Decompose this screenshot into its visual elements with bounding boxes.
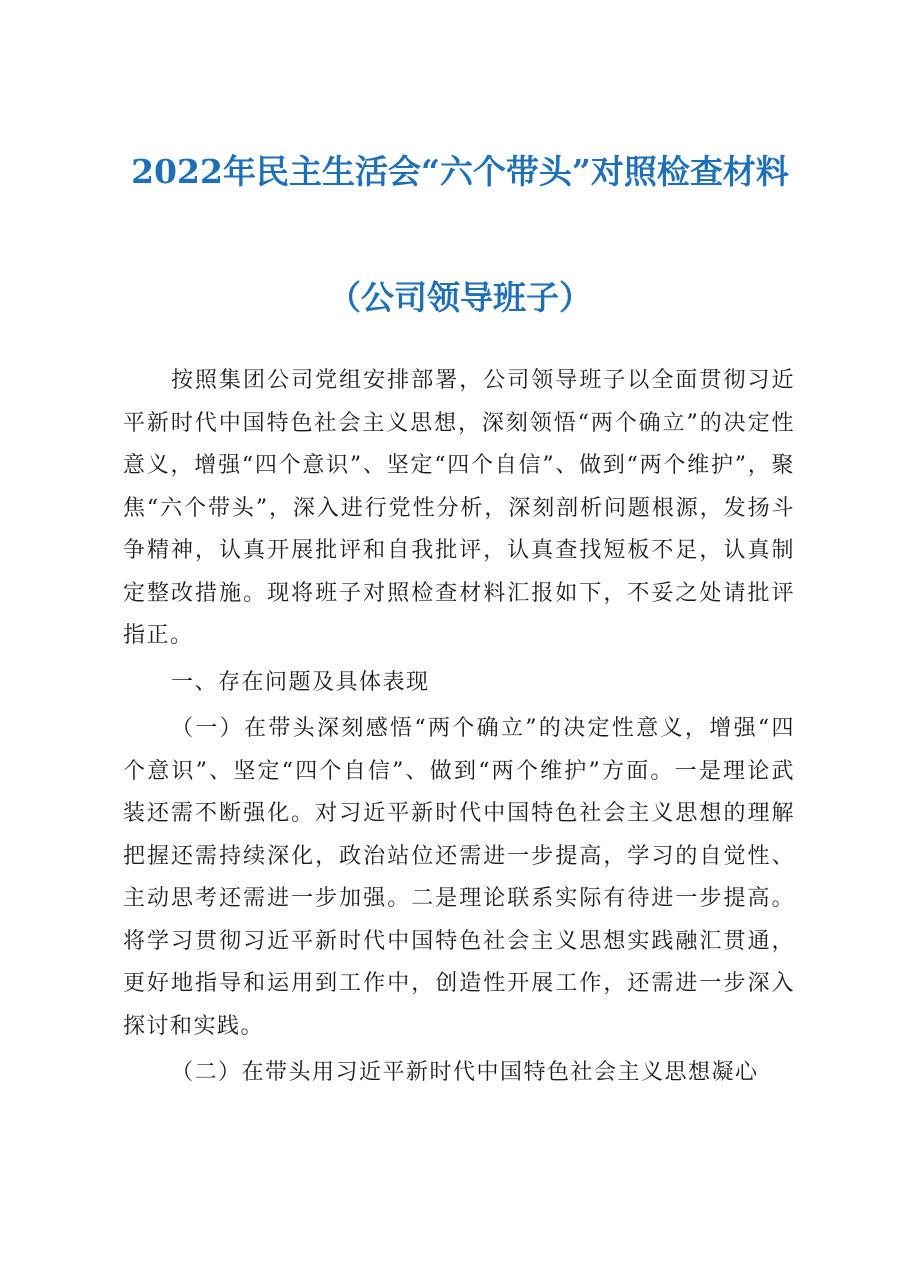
document-body	[123, 360, 795, 1095]
document-subtitle: （公司领导班子）	[328, 278, 592, 317]
body-paragraph: （一）在带头深刻感悟“两个确立”的决定性意义，增强“四个意识”、坚定“四个自信”、做到“两个维护”方面。一是理论武装还需不断强化。对习近平新时代中国特色社会主义思想的理解把握还需持续深化，政治站位还需进一步提高，学习的自觉性、主动思考还需进一步加强。二是理论联系实际有待进一步提高。将学习贯彻习近平新时代中国特色社会主义思想实践融汇贯通，更好地指导和运用到工作中，创造性开展工作，还需进一步深入探讨和实践。	[123, 716, 795, 1039]
document-title: 2022年民主生活会“六个带头”对照检查材料	[131, 152, 789, 191]
section-heading: 一、存在问题及具体表现	[171, 669, 430, 695]
body-paragraph: （二）在带头用习近平新时代中国特色社会主义思想凝心	[171, 1060, 759, 1085]
intro-paragraph: 按照集团公司党组安排部署，公司领导班子以全面贯彻习近平新时代中国特色社会主义思想，深刻领悟“两个确立”的决定性意义，增强“四个意识”、坚定“四个自信”、做到“两个维护”，聚焦“六个带头”，深入进行党性分析，深刻剖析问题根源，发扬斗争精神，认真开展批评和自我批评，认真查找短板不足，认真制定整改措施。现将班子对照检查材料汇报如下，不妥之处请批评指正。	[123, 368, 795, 648]
